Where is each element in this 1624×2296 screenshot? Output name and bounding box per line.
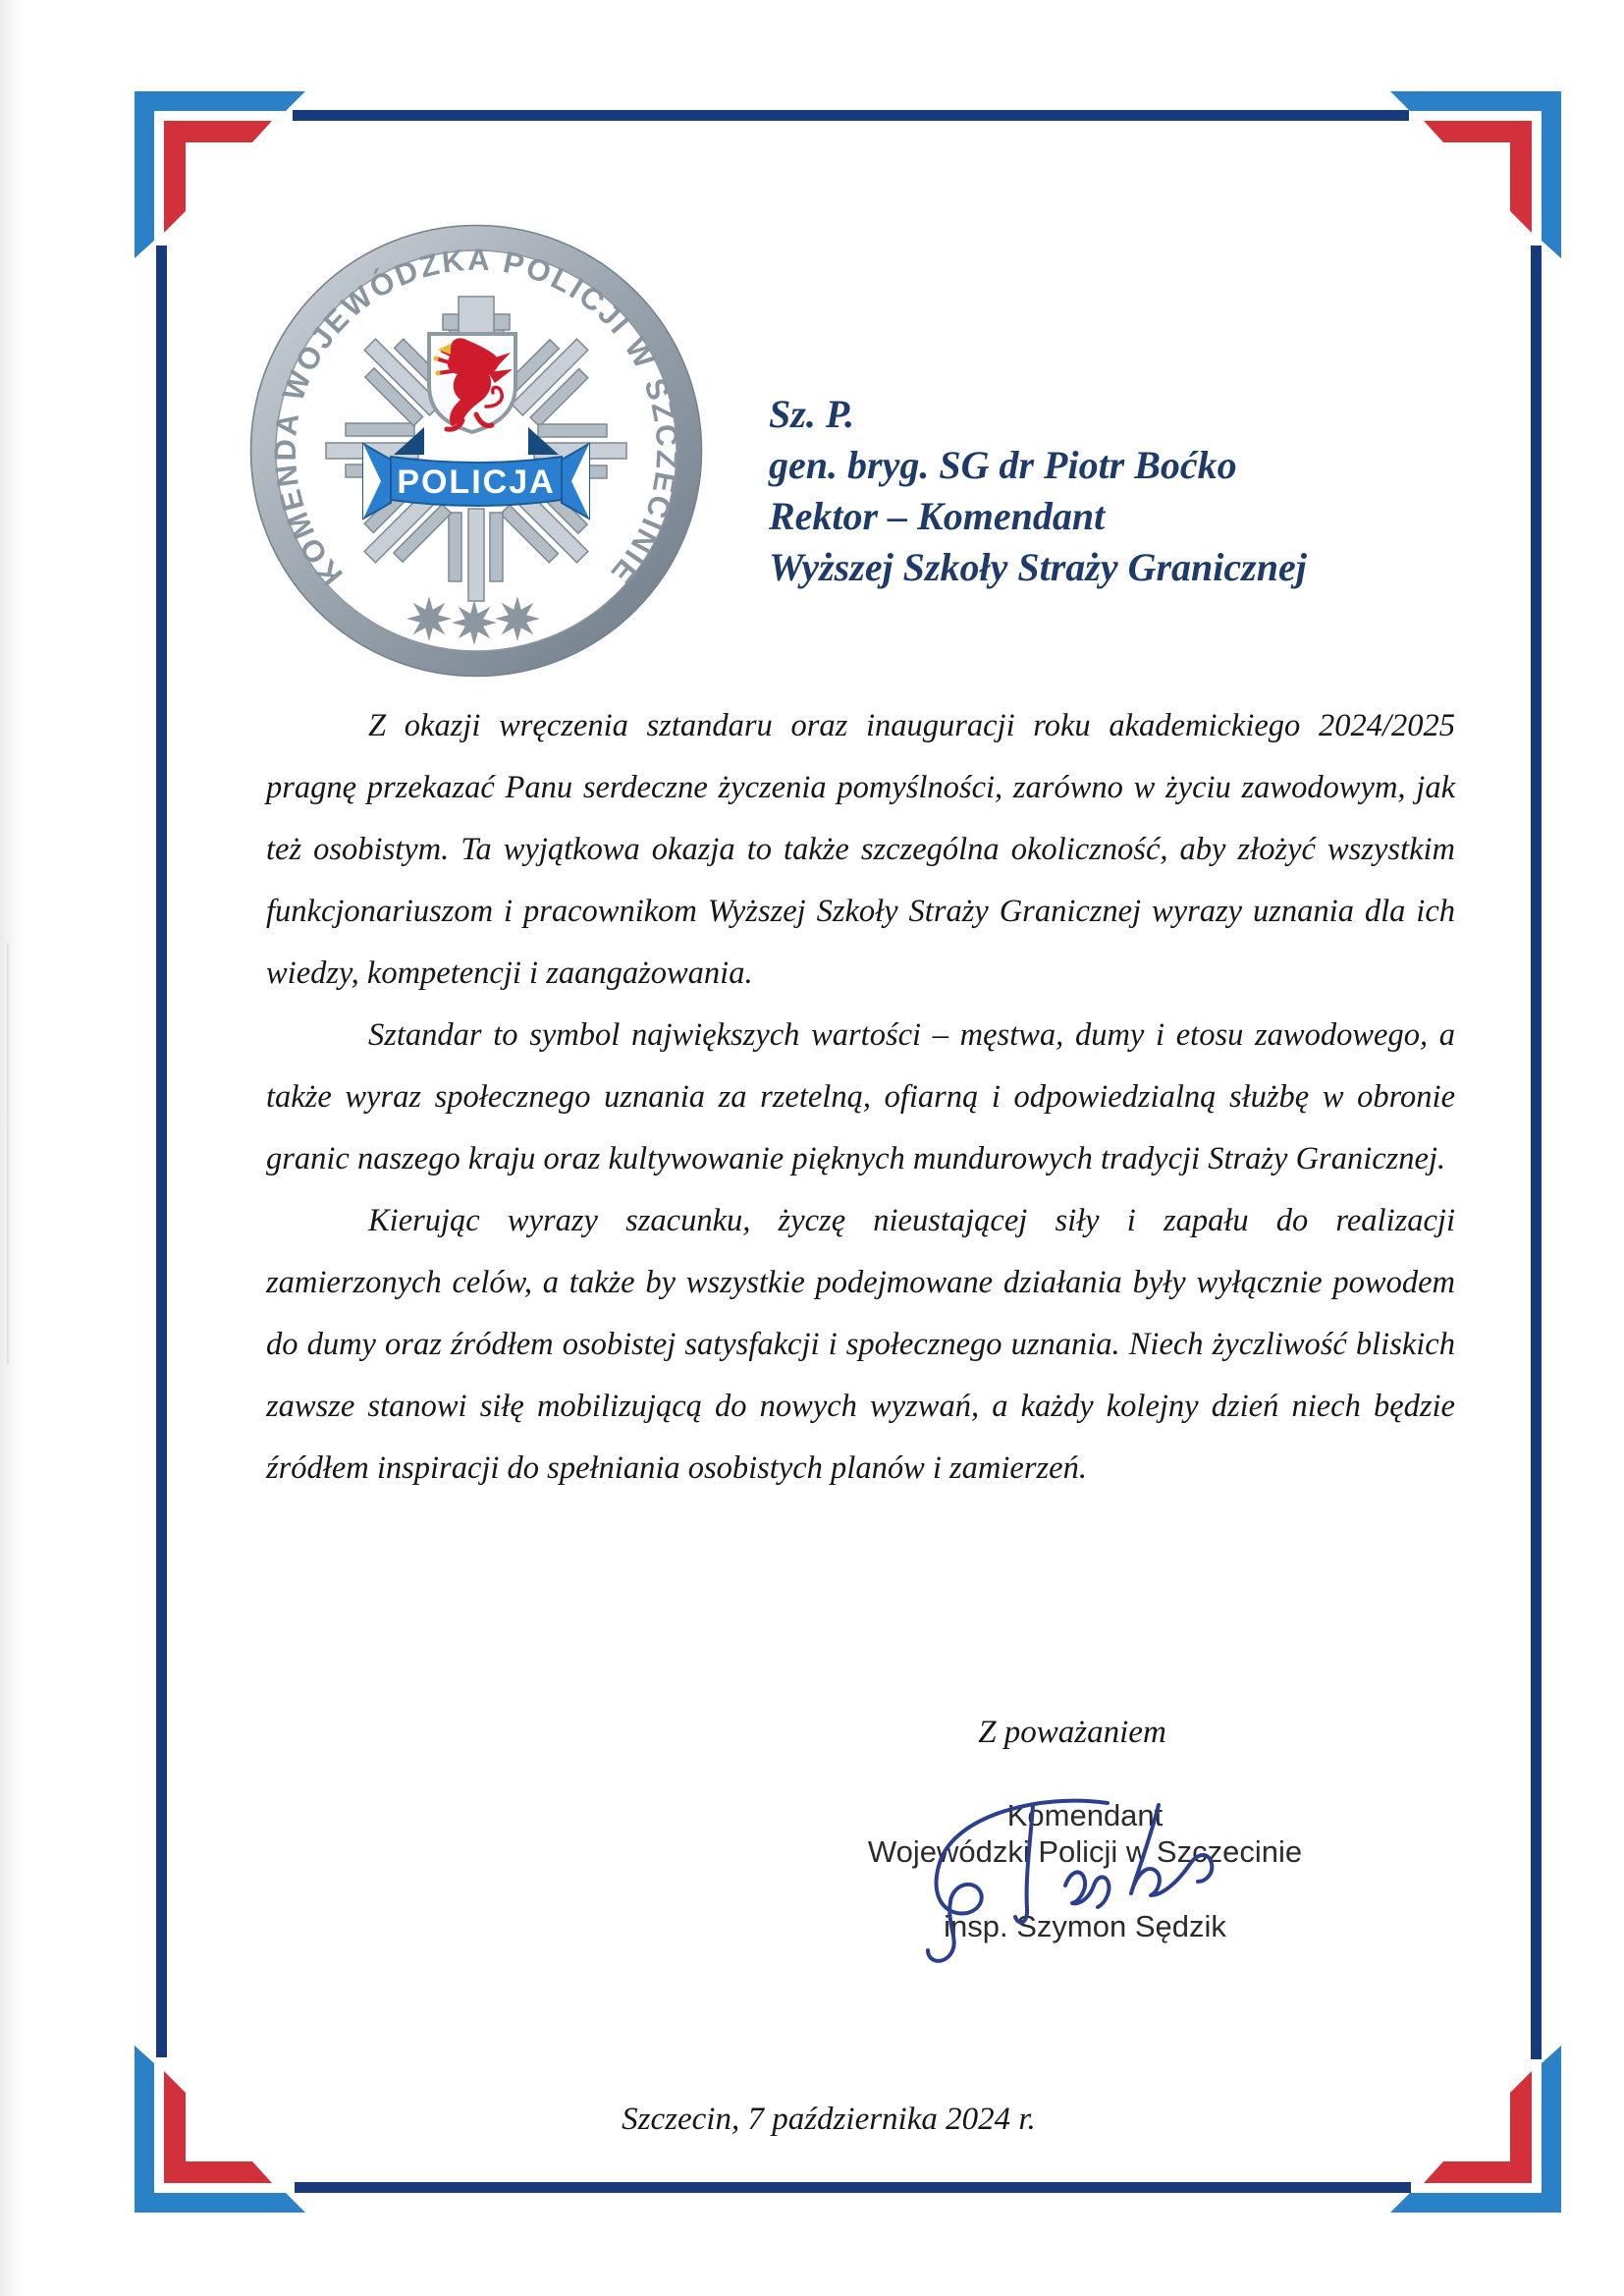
body-paragraph-3: Kierując wyrazy szacunku, życzę nieustającej siły i zapału do realizacji zamierzonych celów, a także by wszystkie podejmowane działania były wyłącznie powodem do dumy oraz źródłem osobistej satysfakcji i społecznego uznania. Niech życzliwość bliskich zawsze stanowi siłę mobilizującą do nowych wyzwań, a każdy kolejny dzień niech będzie źródłem inspiracji do spełniania osobistych planów i zamierzeń. [266,1203,1455,1486]
body-paragraph-2: Sztandar to symbol największych wartości – męstwa, dumy i etosu zawodowego, a także wyraz społecznego uznania za rzetelną, ofiarną i odpowiedzialną służbę w obronie granic naszego kraju oraz kultywowanie pięknych mundurowych tradycji Straży Granicznej. [266,1017,1455,1176]
police-emblem-seal [249,224,703,678]
signer-name: insp. Szymon Sędzik [944,1909,1226,1943]
addressee-block [769,389,1307,593]
place-date: Szczecin, 7 października 2024 r. [622,2102,1036,2137]
policja-ribbon-label: POLICJA [397,464,556,501]
handwritten-signature [913,1792,1227,1974]
corner-bracket-bottom-right [1390,2046,1561,2213]
addressee-salutation: Sz. P. [769,392,855,436]
body-paragraph-1: Z okazji wręczenia sztandaru oraz inauguracji roku akademickiego 2024/2025 pragnę przekazać Panu serdeczne życzenia pomyślności, zarówno w życiu zawodowym, jak też osobistym. Ta wyjątkowa okazja to także szczególna okoliczność, aby złożyć wszystkim funkcjonariuszom i pracownikom Wyższej Szkoły Straży Granicznej wyrazy uznania dla ich wiedzy, kompetencji i zaangażowania. [266,708,1455,991]
seal-ring-inscription: KOMENDA WOJEWÓDZKA POLICJI W SZCZECINIE [267,242,685,592]
addressee-institution: Wyższej Szkoły Straży Granicznej [769,545,1307,589]
signer-title-line1: Komendant [1006,1798,1164,1832]
griffin-shield [429,334,515,432]
valediction: Z poważaniem [978,1715,1166,1750]
corner-bracket-bottom-left [135,2046,305,2213]
letter-body [266,695,1455,1500]
addressee-title: Rektor – Komendant [769,494,1106,538]
corner-bracket-top-right [1390,91,1561,258]
addressee-name: gen. bryg. SG dr Piotr Boćko [769,443,1237,487]
signer-title-line2: Wojewódzki Policji w Szczecinie [867,1834,1303,1869]
